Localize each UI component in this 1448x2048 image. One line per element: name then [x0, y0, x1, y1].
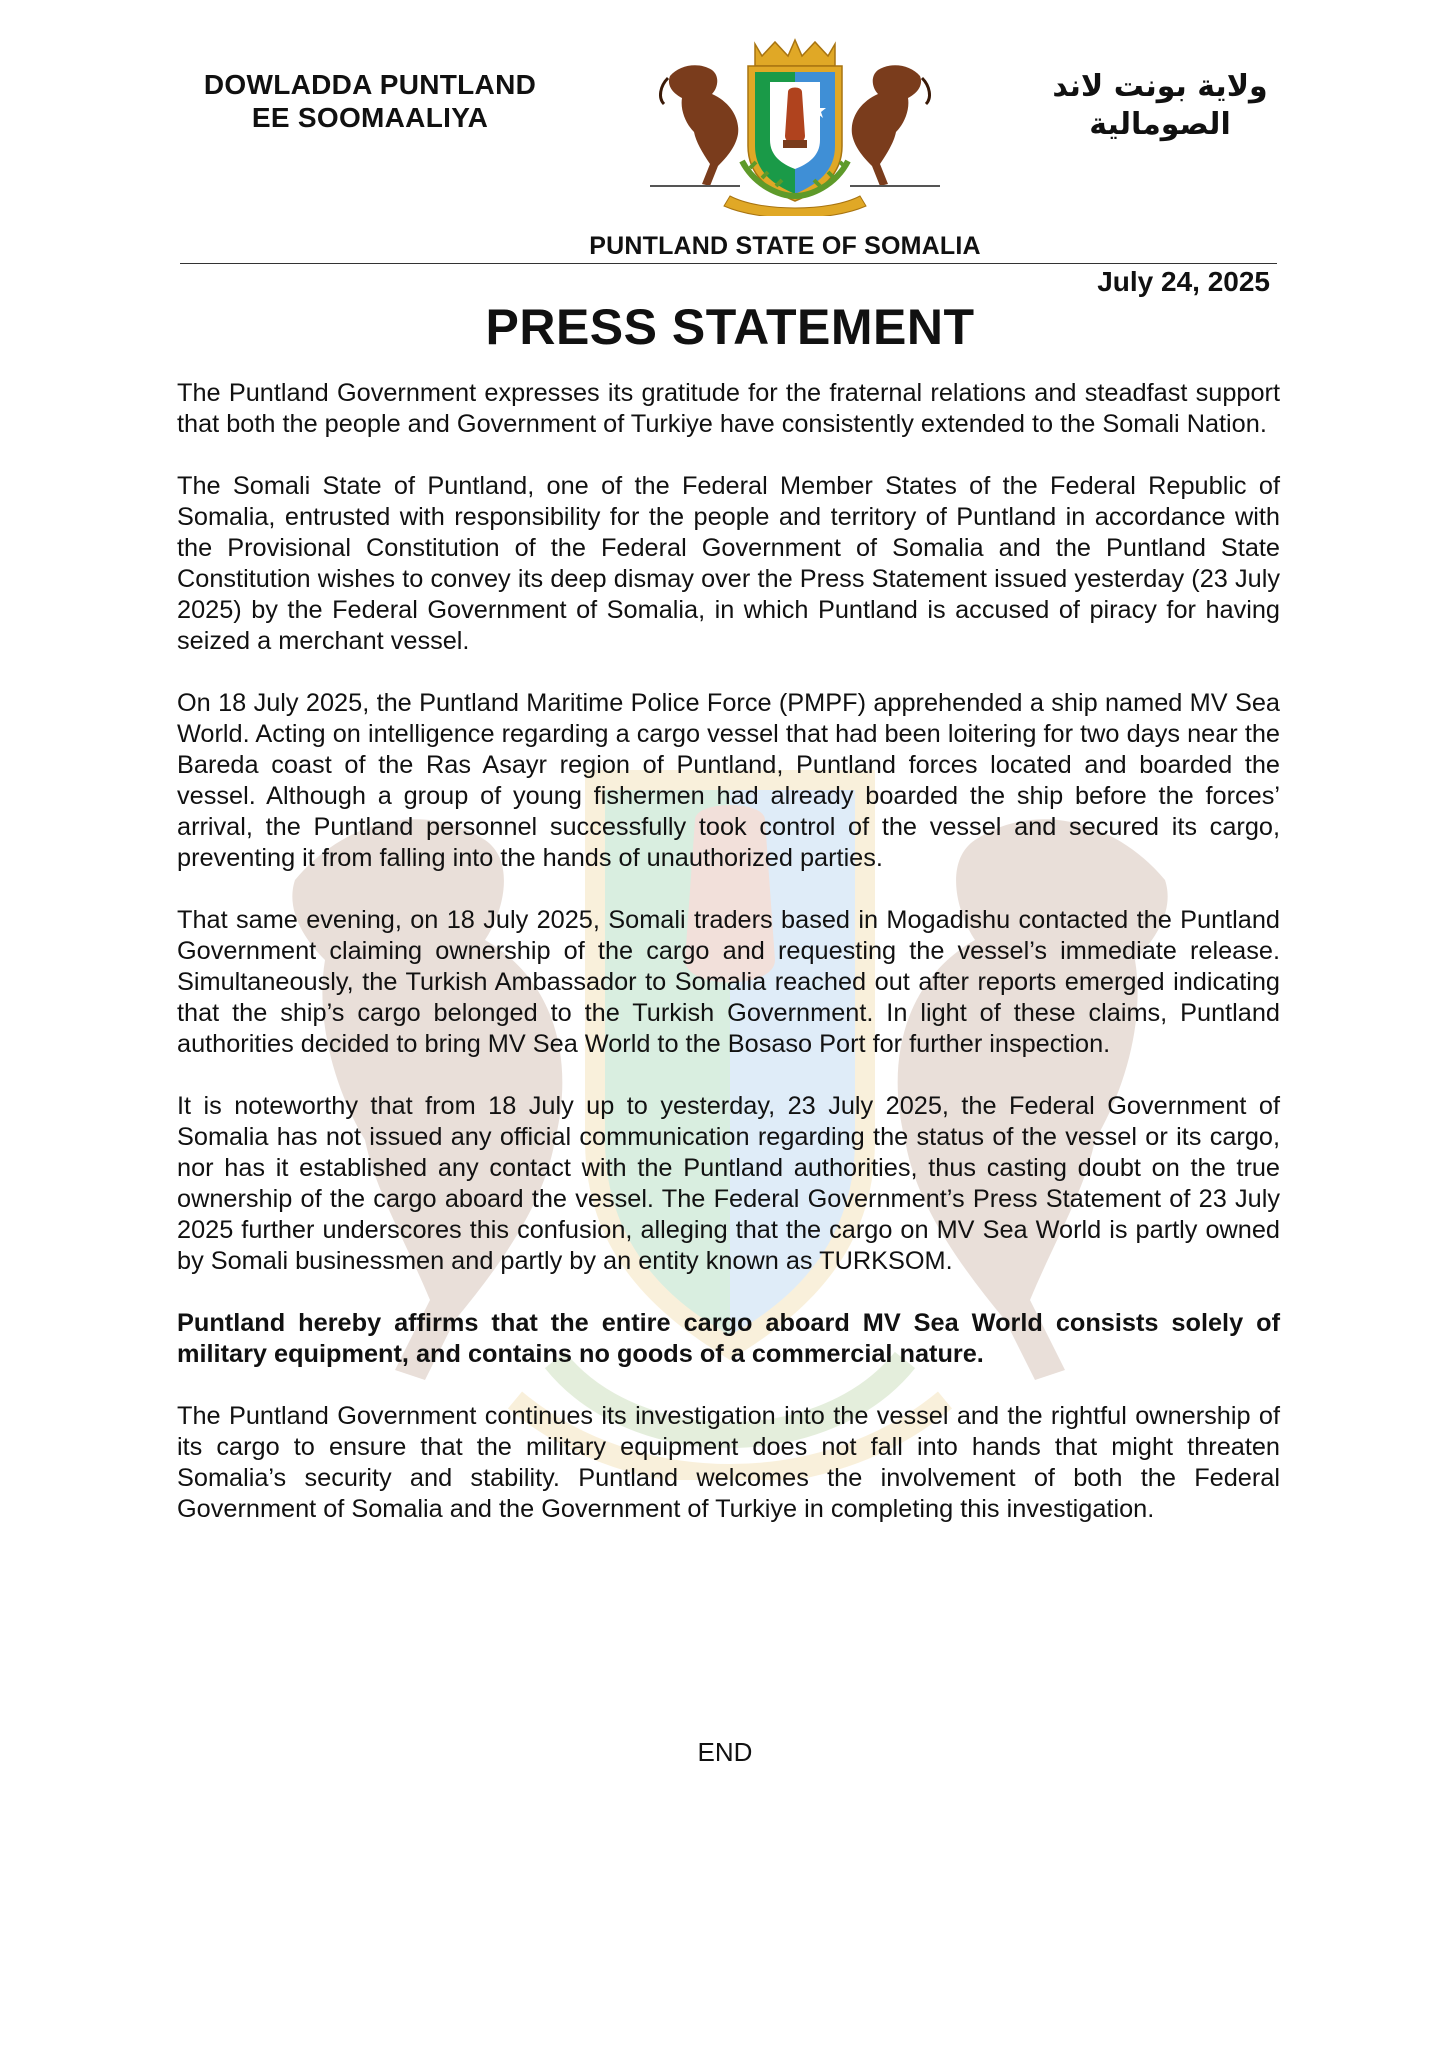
paragraph: The Puntland Government continues its investigation into the vessel and the rightful ownership of its cargo to ensure that the military equipment does not fall into hands that might threaten Somalia’s security and stability. Puntland welcomes the involvement of both the Federal Government of Somalia and the Government of Turkiye in completing this investigation.: [177, 1402, 1280, 1523]
paragraph: The Somali State of Puntland, one of the Federal Member States of the Federal Republic of Somalia, entrusted with responsibility for the people and territory of Puntland in accordance with the Provisional Constitution of the Federal Government of Somalia and the Puntland State Constitution wishes to convey its deep dismay over the Press Statement issued yesterday (23 July 2025) by the Federal Government of Somalia, in which Puntland is accused of piracy for having seized a merchant vessel.: [177, 472, 1280, 655]
paragraph: On 18 July 2025, the Puntland Maritime Police Force (PMPF) apprehended a ship named MV Sea World. Acting on intelligence regarding a cargo vessel that had been loitering for two days near the Bareda coast of the Ras Asayr region of Puntland, Puntland forces located and boarded the vessel. Although a group of young fishermen had already boarded the ship before the forces’ arrival, the Puntland personnel successfully took control of the vessel and secured its cargo, preventing it from falling into the hands of unauthorized parties.: [177, 689, 1280, 872]
puntland-coat-of-arms-icon: [630, 36, 960, 216]
paragraph: It is noteworthy that from 18 July up to yesterday, 23 July 2025, the Federal Government of Somalia has not issued any official communication regarding the status of the vessel or its cargo, nor has it established any contact with the Puntland authorities, thus casting doubt on the true ownership of the cargo aboard the vessel. The Federal Government’s Press Statement of 23 July 2025 further underscores this confusion, alleging that the cargo on MV Sea World is partly owned by Somali businessmen and partly by an entity known as TURKSOM.: [177, 1092, 1280, 1275]
header-right-line1: ولاية بونت لاند: [1052, 69, 1268, 104]
paragraph: The Puntland Government expresses its gratitude for the fraternal relations and steadfast support that both the people and Government of Turkiye have consistently extended to the Somali Nation.: [177, 379, 1280, 438]
header-left-line2: EE SOOMAALIYA: [251, 102, 489, 133]
header-left-line1: DOWLADDA PUNTLAND: [203, 69, 537, 100]
header-somali-name: [175, 68, 565, 134]
end-marker: END: [697, 1737, 753, 1767]
header-arabic-name: [1020, 68, 1300, 144]
statement-date: July 24, 2025: [1097, 266, 1270, 297]
state-name: PUNTLAND STATE OF SOMALIA: [589, 232, 981, 260]
header-right-line2: الصومالية: [1089, 107, 1231, 142]
statement-body: [177, 378, 1280, 1556]
page-title: PRESS STATEMENT: [485, 299, 975, 355]
paragraph: That same evening, on 18 July 2025, Somali traders based in Mogadishu contacted the Puntland Government claiming ownership of the cargo and requesting the vessel’s immediate release. Simultaneously, the Turkish Ambassador to Somalia reached out after reports emerged indicating that the ship’s cargo belonged to the Turkish Government. In light of these claims, Puntland authorities decided to bring MV Sea World to the Bosaso Port for further inspection.: [177, 906, 1280, 1058]
header-divider: [180, 263, 1277, 264]
affirmation-paragraph: Puntland hereby affirms that the entire cargo aboard MV Sea World consists solely of military equipment, and contains no goods of a commercial nature.: [177, 1309, 1280, 1368]
